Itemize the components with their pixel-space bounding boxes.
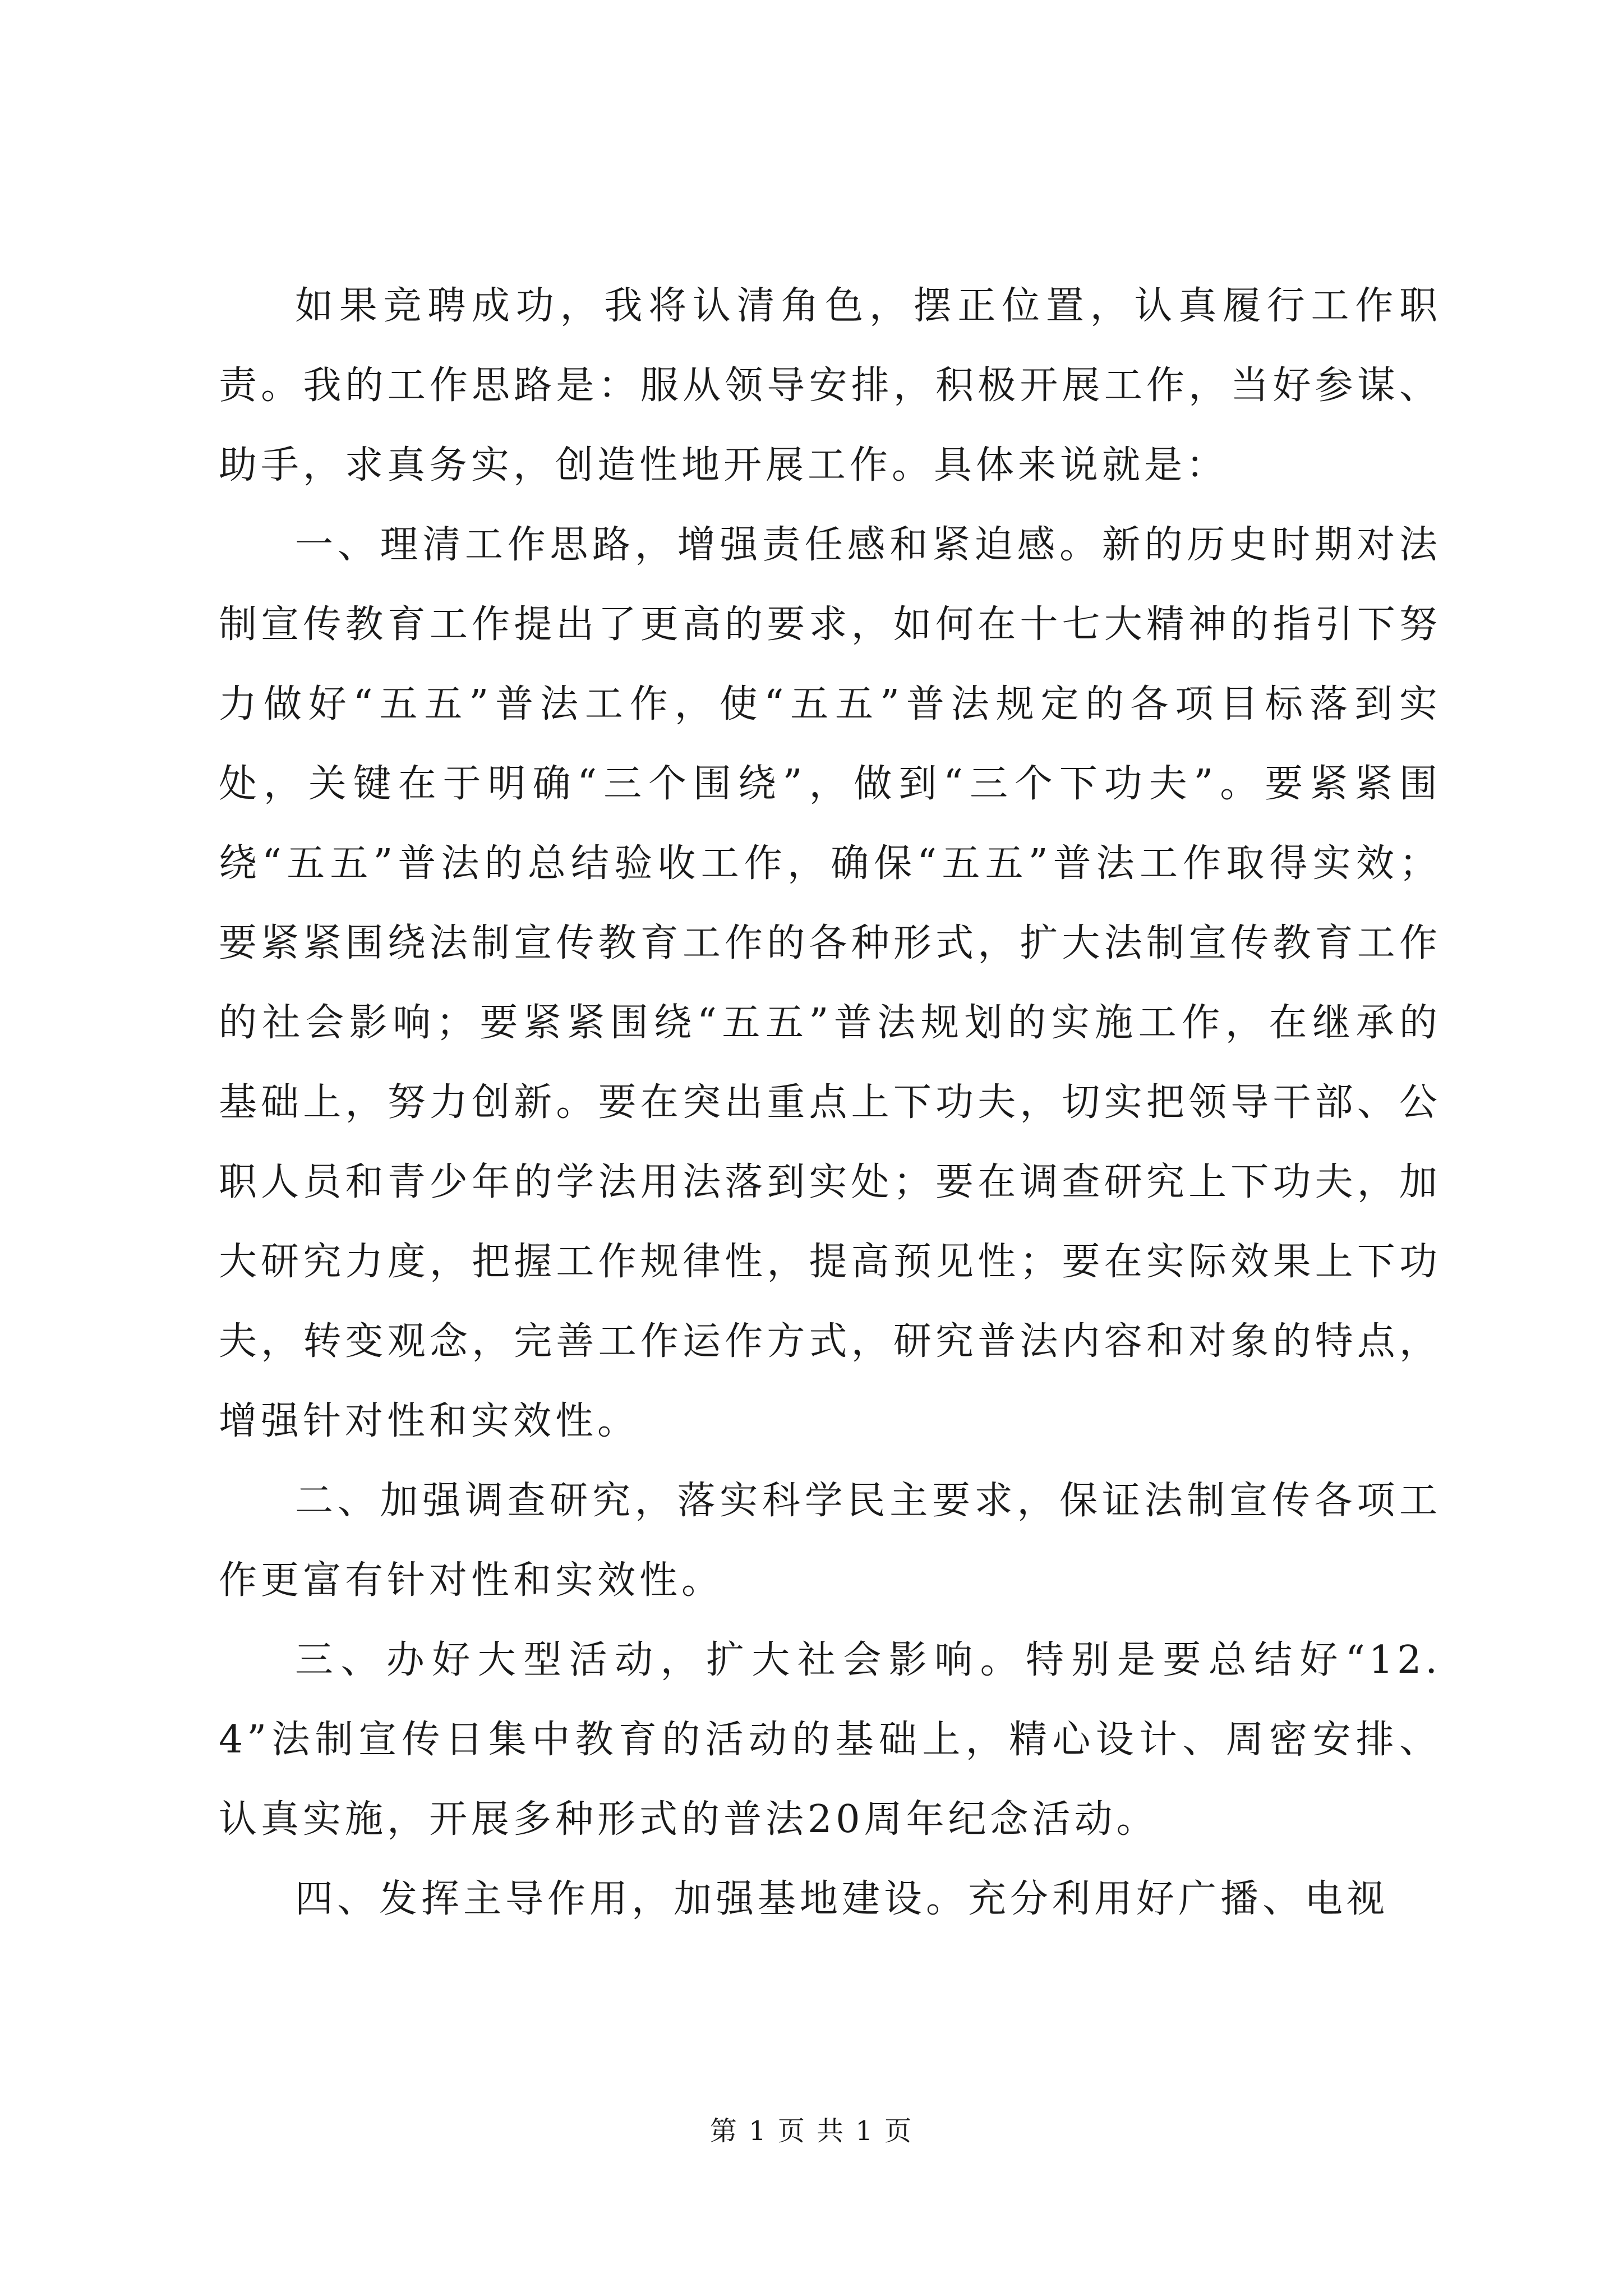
paragraph-section-4: 四、发挥主导作用，加强基地建设。充分利用好广播、电视: [295, 1877, 1389, 1921]
document-body: [219, 266, 1441, 1939]
page-number-footer: 第 1 页 共 1 页: [709, 2115, 914, 2147]
paragraph-section-1: 一、理清工作思路，增强责任感和紧迫感。新的历史时期对法制宣传教育工作提出了更高的要求，如何在十七大精神的指引下努力做好“五五”普法工作，使“五五”普法规定的各项目标落到实处，关键在于明确“三个围绕”，做到“三个下功夫”。要紧紧围绕“五五”普法的总结验收工作，确保“五五”普法工作取得实效；要紧紧围绕法制宣传教育工作的各种形式，扩大法制宣传教育工作的社会影响；要紧紧围绕“五五”普法规划的实施工作，在继承的基础上，努力创新。要在突出重点上下功夫，切实把领导干部、公职人员和青少年的学法用法落到实处；要在调查研究上下功夫，加大研究力度，把握工作规律性，提高预见性；要在实际效果上下功夫，转变观念，完善工作运作方式，研究普法内容和对象的特点，增强针对性和实效性。: [219, 523, 1441, 1443]
paragraph-intro: 如果竞聘成功，我将认清角色，摆正位置，认真履行工作职责。我的工作思路是：服从领导安排，积极开展工作，当好参谋、助手，求真务实，创造性地开展工作。具体来说就是：: [219, 284, 1441, 487]
paragraph-section-2: 二、加强调查研究，落实科学民主要求，保证法制宣传各项工作更富有针对性和实效性。: [219, 1479, 1441, 1603]
paragraph-section-3: 三、办好大型活动，扩大社会影响。特别是要总结好“12.4”法制宣传日集中教育的活动的基础上，精心设计、周密安排、认真实施，开展多种形式的普法20周年纪念活动。: [219, 1638, 1441, 1842]
